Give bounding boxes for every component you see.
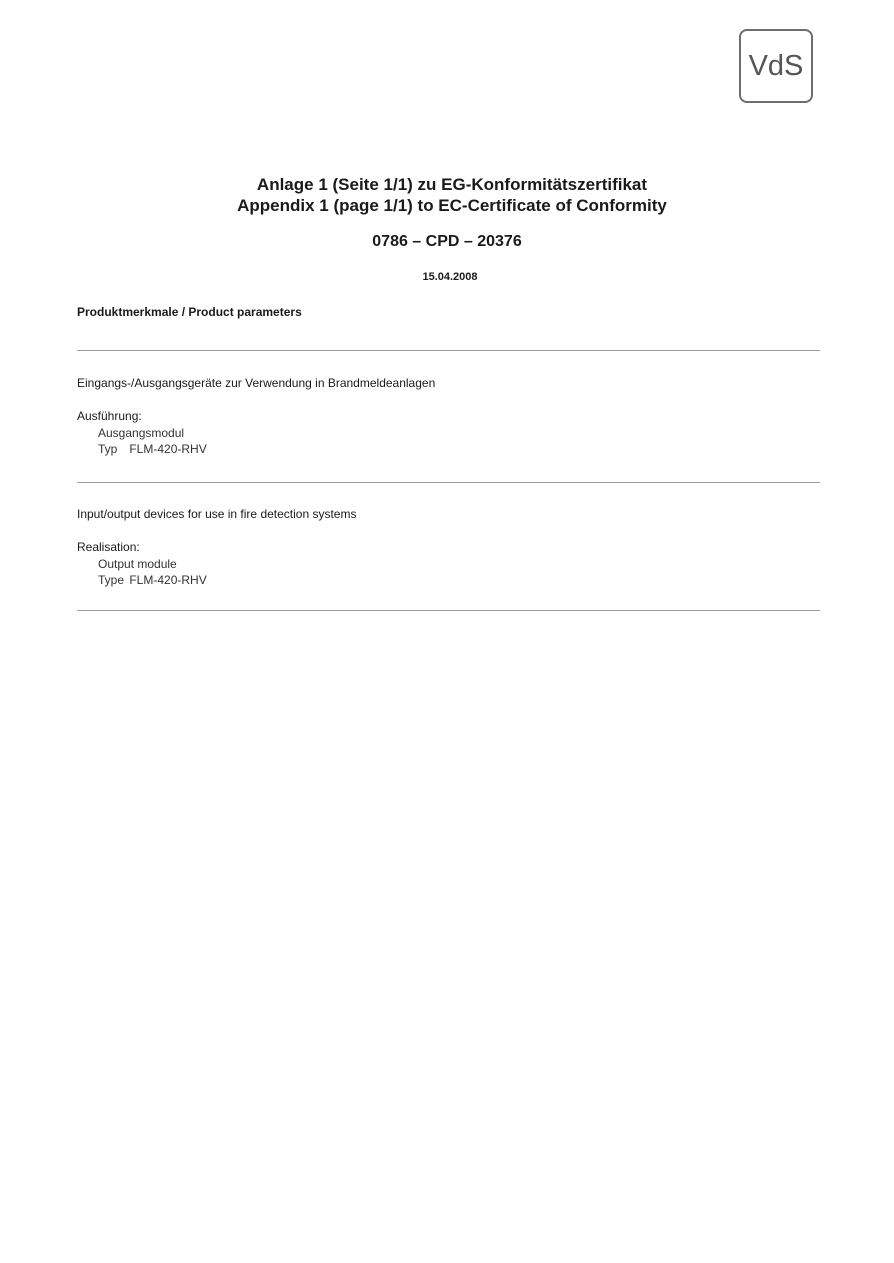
divider bbox=[77, 350, 820, 351]
divider bbox=[77, 610, 820, 611]
german-description: Eingangs-/Ausgangsgeräte zur Verwendung in Brandmeldeanlagen bbox=[77, 376, 436, 390]
title-german: Anlage 1 (Seite 1/1) zu EG-Konformitätszertifikat bbox=[256, 175, 648, 194]
certificate-date: 15.04.2008 bbox=[422, 271, 478, 283]
vds-logo: VdS bbox=[739, 29, 813, 103]
english-description: Input/output devices for use in fire detection systems bbox=[77, 507, 357, 521]
german-type-label: Typ bbox=[98, 442, 118, 456]
german-module: Ausgangsmodul bbox=[98, 426, 185, 440]
german-type-row bbox=[98, 442, 207, 456]
german-realisation-label: Ausführung: bbox=[77, 409, 142, 423]
english-type-row bbox=[98, 573, 207, 587]
document-title bbox=[0, 174, 894, 216]
product-parameters-heading: Produktmerkmale / Product parameters bbox=[77, 305, 302, 319]
english-realisation-label: Realisation: bbox=[77, 540, 140, 554]
english-type-value: FLM-420-RHV bbox=[129, 573, 207, 587]
certificate-number: 0786 – CPD – 20376 bbox=[372, 233, 522, 250]
english-type-label: Type bbox=[98, 573, 125, 587]
english-module: Output module bbox=[98, 557, 177, 571]
title-english: Appendix 1 (page 1/1) to EC-Certificate of Conformity bbox=[237, 196, 667, 215]
german-type-value: FLM-420-RHV bbox=[129, 442, 207, 456]
divider bbox=[77, 482, 820, 483]
